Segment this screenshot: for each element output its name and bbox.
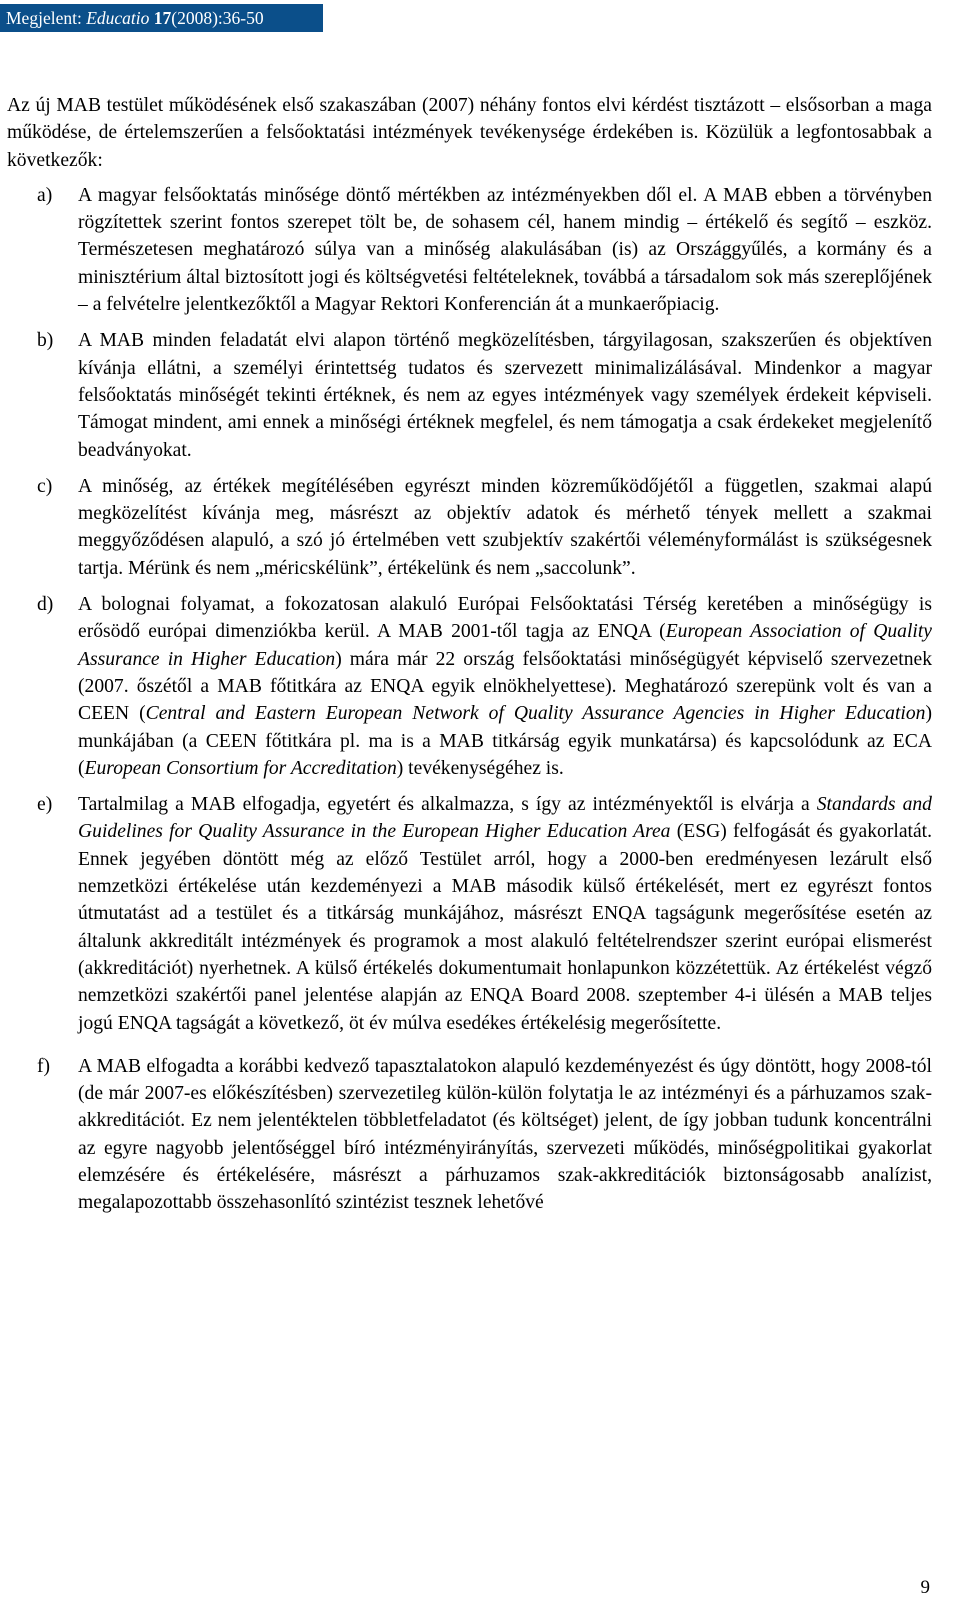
text-run: ) mára már 22 ország felsőoktatási minőségügyét képviselő szervezetnek (2007. őszétől a MAB főtitkára az ENQA egyik elnökhelyettese). Meghatározó szerepünk volt és van a CEEN ( [78, 648, 932, 725]
list-item-a [0, 182, 932, 318]
item-label: c) [37, 475, 53, 497]
item-label: d) [37, 594, 54, 616]
list-item-d [0, 591, 932, 782]
italic-run: Standards and Guidelines for Quality Assurance in the European Higher Education Area [78, 794, 932, 843]
list-item-c [0, 473, 932, 582]
text-run: (ESG) felfogását és gyakorlatát. Ennek jegyében döntött még az előző Testület arról, hogy a 2000-ben eredményesen lezárult első nemzetközi értékelése után kezdeményezi a MAB második külső értékelését, mert ez egyrészt fontos útmutatást ad a testület és a titkárság munkájához, másrészt ENQA tagságunk megerősítése esetén az általunk akkreditált intézmények és programok a most alakuló feltételrendszer szerint európai elismerést (akkreditációt) nyerhetnek. A külső értékelés dokumentumait honlapunkon közzétettük. Az értékelést végző nemzetközi szakértői panel jelentése alapján az ENQA Board 2008. szeptember 4-i ülésén a MAB teljes jogú ENQA tagságát a következő, öt év múlva esedékes értékelésig megerősítette. [78, 821, 932, 1034]
item-label: a) [37, 184, 53, 206]
header-rest: (2008):36-50 [171, 8, 264, 28]
header-prefix: Megjelent: [6, 8, 82, 28]
italic-run: European Association of Quality Assurance in Higher Education [78, 621, 932, 670]
list-item-b [0, 327, 932, 463]
item-text: A minőség, az értékek megítélésében egyrészt minden közreműködőjétől a független, szakmai alapú megközelítést kívánja meg, másrészt az objektív adatok és mérhető tények mellett a szakmai meggyőződésen alapuló, a szó jó értelmében vett szubjektív szakértői véleményformálást is szükségesnek tartja. Mérünk és nem „méricskélünk”, értékelünk és nem „saccolunk”. [78, 475, 932, 579]
list-item-e [0, 791, 932, 1037]
italic-run: Central and Eastern European Network of Quality Assurance Agencies in Higher Education [145, 703, 926, 725]
text-run: Tartalmilag a MAB elfogadja, egyetért és alkalmazza, s így az intézményektől is elvárja a [78, 794, 817, 816]
item-text [78, 791, 932, 1037]
header-journal: Educatio [86, 8, 150, 28]
journal-header [0, 4, 960, 32]
item-label: f) [37, 1055, 51, 1077]
text-run: ) tevékenységéhez is. [396, 757, 564, 779]
item-label: b) [37, 330, 54, 352]
header-text [0, 8, 264, 28]
list-item-f [0, 1053, 932, 1217]
intro-paragraph: Az új MAB testület működésének első szakaszában (2007) néhány fontos elvi kérdést tisztázott – elsősorban a maga működése, de értelemszerűen a felsőoktatási intézmények tevékenysége érdekében is. Közülük a legfontosabbak a következők: [7, 95, 932, 171]
header-volume: 17 [153, 8, 172, 28]
item-label: e) [37, 794, 53, 816]
item-text: A MAB minden feladatát elvi alapon történő megközelítésben, tárgyilagosan, szakszerűen és objektíven kívánja ellátni, a személyi érintettség tudatos és szervezett minimalizálásával. Mindenkor a magyar felsőoktatás minőségét tekinti értéknek, és nem az egyes intézmények vagy személyek érdekeit képviseli. Támogat mindent, ami ennek a minőségi értéknek megfelel, és nem támogatja a csak érdekeket megjelenítő beadványokat. [78, 330, 932, 461]
item-text: A magyar felsőoktatás minősége döntő mértékben az intézményekben dől el. A MAB ebben a törvényben rögzítettek szerint fontos szerepet tölt be, de sohasem cél, hanem mindig – értékelő és segítő – eszköz. Természetesen meghatározó súlya van a minőség alakulásában (is) az Országgyűlés, a kormány és a minisztérium által biztosított jogi és költségvetési feltételeknek, továbbá a társadalom sok más szereplőjének – a felvételre jelentkezőktől a Magyar Rektori Konferencián át a munkaerőpiacig. [78, 184, 932, 316]
item-text: A MAB elfogadta a korábbi kedvező tapasztalatokon alapuló kezdeményezést és úgy döntött, hogy 2008-tól (de már 2007-es előkészítésben) szervezetileg külön-külön folytatja le az intézményi és a párhuzamos szak-akkreditációt. Ez nem jelentéktelen többletfeladatot (és költséget) jelent, de így jobban tudunk koncentrálni az egyre nagyobb jelentőséggel bíró intézményirányítás, szervezeti működés, minőségpolitikai gyakorlat elemzésére és értékelésére, másrészt a párhuzamos szak-akkreditációk biztonságosabb analízist, megalapozottabb összehasonlító szintézist tesznek lehetővé [78, 1055, 932, 1214]
item-text [78, 591, 932, 782]
page-number: 9 [920, 1577, 930, 1598]
document-body [0, 92, 932, 1217]
italic-run: European Consortium for Accreditation [84, 757, 397, 779]
text-run: ) munkájában (a CEEN főtitkára pl. ma is a MAB titkárság egyik munkatársa) és kapcsolódunk az ECA ( [78, 703, 932, 779]
text-run: A bolognai folyamat, a fokozatosan alakuló Európai Felsőoktatási Térség keretében a minőségügy is erősödő európai dimenziókba kerül. A MAB 2001-től tagja az ENQA ( [78, 594, 932, 643]
